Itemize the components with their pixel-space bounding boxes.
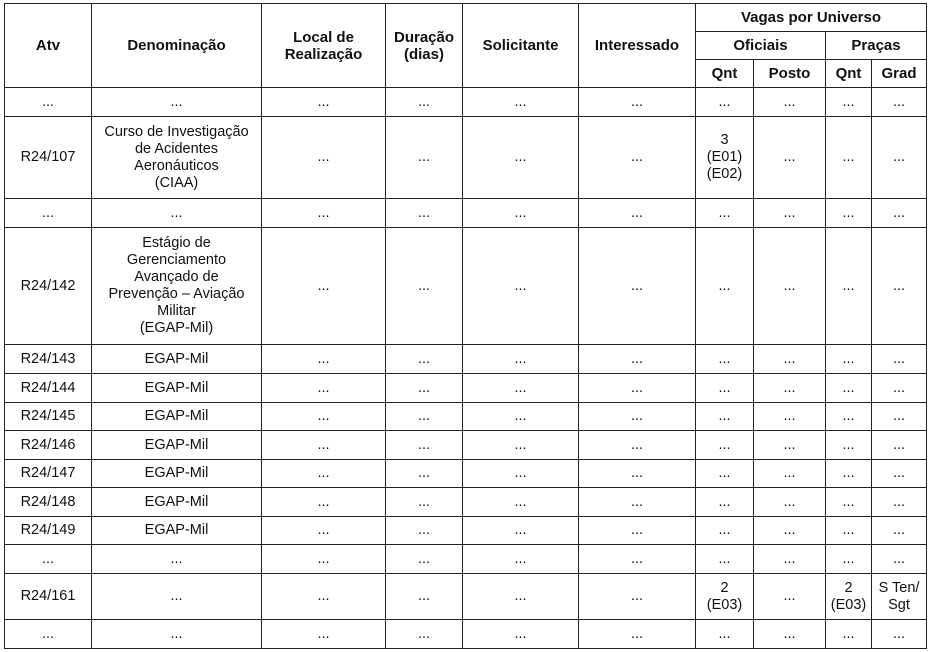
cell-pracas-grad: ... xyxy=(872,345,927,374)
cell-oficiais-posto: ... xyxy=(754,431,826,460)
cell-atv: R24/107 xyxy=(5,117,92,199)
cell-oficiais-qnt: 2 (E03) xyxy=(696,574,754,620)
table-row xyxy=(5,228,927,345)
cell-atv: ... xyxy=(5,199,92,228)
cell-oficiais-qnt: ... xyxy=(696,228,754,345)
cell-pracas-qnt: ... xyxy=(826,345,872,374)
cell-local: ... xyxy=(262,228,386,345)
cell-solicitante: ... xyxy=(463,403,579,431)
cell-interessado: ... xyxy=(579,517,696,545)
cell-solicitante: ... xyxy=(463,374,579,403)
cell-denominacao: EGAP-Mil xyxy=(92,374,262,403)
table-row xyxy=(5,545,927,574)
cell-pracas-qnt: ... xyxy=(826,228,872,345)
cell-interessado: ... xyxy=(579,431,696,460)
cell-atv: R24/145 xyxy=(5,403,92,431)
table-row xyxy=(5,345,927,374)
cell-local: ... xyxy=(262,517,386,545)
cell-oficiais-posto: ... xyxy=(754,574,826,620)
cell-duracao: ... xyxy=(386,345,463,374)
table-row xyxy=(5,574,927,620)
cell-solicitante: ... xyxy=(463,620,579,649)
cell-solicitante: ... xyxy=(463,228,579,345)
cell-pracas-qnt: ... xyxy=(826,117,872,199)
cell-pracas-qnt: ... xyxy=(826,517,872,545)
cell-oficiais-posto: ... xyxy=(754,517,826,545)
cell-denominacao: EGAP-Mil xyxy=(92,431,262,460)
cell-local: ... xyxy=(262,460,386,488)
cell-duracao: ... xyxy=(386,460,463,488)
table-row xyxy=(5,460,927,488)
cell-oficiais-qnt: ... xyxy=(696,460,754,488)
cell-pracas-grad: ... xyxy=(872,403,927,431)
cell-duracao: ... xyxy=(386,88,463,117)
cell-oficiais-qnt: ... xyxy=(696,403,754,431)
table-row xyxy=(5,517,927,545)
cell-duracao: ... xyxy=(386,488,463,517)
cell-local: ... xyxy=(262,403,386,431)
cell-oficiais-qnt: ... xyxy=(696,488,754,517)
cell-interessado: ... xyxy=(579,117,696,199)
activities-table xyxy=(4,3,927,649)
cell-pracas-grad: S Ten/ Sgt xyxy=(872,574,927,620)
cell-oficiais-posto: ... xyxy=(754,620,826,649)
header-oficiais-posto: Posto xyxy=(754,60,826,88)
cell-interessado: ... xyxy=(579,620,696,649)
cell-pracas-qnt: ... xyxy=(826,403,872,431)
header-interessado: Interessado xyxy=(579,4,696,88)
header-solicitante: Solicitante xyxy=(463,4,579,88)
cell-interessado: ... xyxy=(579,488,696,517)
cell-pracas-grad: ... xyxy=(872,545,927,574)
cell-local: ... xyxy=(262,345,386,374)
cell-pracas-grad: ... xyxy=(872,620,927,649)
cell-atv: R24/147 xyxy=(5,460,92,488)
cell-denominacao: ... xyxy=(92,199,262,228)
cell-duracao: ... xyxy=(386,574,463,620)
cell-interessado: ... xyxy=(579,88,696,117)
cell-atv: R24/149 xyxy=(5,517,92,545)
cell-pracas-grad: ... xyxy=(872,228,927,345)
header-pracas: Praças xyxy=(826,32,927,60)
cell-oficiais-posto: ... xyxy=(754,345,826,374)
cell-atv: R24/146 xyxy=(5,431,92,460)
cell-duracao: ... xyxy=(386,374,463,403)
cell-oficiais-qnt: ... xyxy=(696,199,754,228)
cell-local: ... xyxy=(262,199,386,228)
cell-solicitante: ... xyxy=(463,460,579,488)
cell-interessado: ... xyxy=(579,574,696,620)
header-oficiais-qnt: Qnt xyxy=(696,60,754,88)
cell-pracas-qnt: ... xyxy=(826,374,872,403)
cell-pracas-grad: ... xyxy=(872,199,927,228)
cell-denominacao: EGAP-Mil xyxy=(92,403,262,431)
cell-atv: R24/148 xyxy=(5,488,92,517)
header-pracas-qnt: Qnt xyxy=(826,60,872,88)
cell-duracao: ... xyxy=(386,117,463,199)
table-row xyxy=(5,374,927,403)
cell-local: ... xyxy=(262,374,386,403)
cell-interessado: ... xyxy=(579,199,696,228)
cell-solicitante: ... xyxy=(463,517,579,545)
cell-pracas-grad: ... xyxy=(872,431,927,460)
table-row xyxy=(5,431,927,460)
cell-interessado: ... xyxy=(579,460,696,488)
cell-pracas-grad: ... xyxy=(872,460,927,488)
cell-solicitante: ... xyxy=(463,345,579,374)
cell-oficiais-posto: ... xyxy=(754,403,826,431)
cell-interessado: ... xyxy=(579,403,696,431)
cell-solicitante: ... xyxy=(463,545,579,574)
cell-duracao: ... xyxy=(386,403,463,431)
cell-pracas-grad: ... xyxy=(872,488,927,517)
cell-solicitante: ... xyxy=(463,431,579,460)
cell-duracao: ... xyxy=(386,545,463,574)
cell-atv: ... xyxy=(5,620,92,649)
cell-duracao: ... xyxy=(386,199,463,228)
table-header xyxy=(5,4,927,88)
table-row xyxy=(5,488,927,517)
header-local: Local de Realização xyxy=(262,4,386,88)
cell-pracas-qnt: ... xyxy=(826,460,872,488)
cell-pracas-qnt: ... xyxy=(826,88,872,117)
cell-interessado: ... xyxy=(579,345,696,374)
cell-oficiais-qnt: ... xyxy=(696,345,754,374)
cell-interessado: ... xyxy=(579,545,696,574)
cell-denominacao: ... xyxy=(92,620,262,649)
cell-oficiais-qnt: ... xyxy=(696,517,754,545)
cell-pracas-qnt: ... xyxy=(826,620,872,649)
cell-pracas-qnt: 2 (E03) xyxy=(826,574,872,620)
header-denominacao: Denominação xyxy=(92,4,262,88)
cell-local: ... xyxy=(262,620,386,649)
cell-denominacao: ... xyxy=(92,574,262,620)
table-row xyxy=(5,88,927,117)
table-body xyxy=(5,88,927,649)
cell-denominacao: Estágio de Gerenciamento Avançado de Prevenção – Aviação Militar (EGAP-Mil) xyxy=(92,228,262,345)
header-atv: Atv xyxy=(5,4,92,88)
cell-denominacao: ... xyxy=(92,545,262,574)
cell-pracas-qnt: ... xyxy=(826,545,872,574)
header-oficiais: Oficiais xyxy=(696,32,826,60)
cell-oficiais-qnt: ... xyxy=(696,620,754,649)
cell-atv: ... xyxy=(5,88,92,117)
table-row xyxy=(5,117,927,199)
cell-local: ... xyxy=(262,574,386,620)
cell-atv: ... xyxy=(5,545,92,574)
cell-oficiais-qnt: ... xyxy=(696,88,754,117)
cell-duracao: ... xyxy=(386,431,463,460)
cell-denominacao: EGAP-Mil xyxy=(92,517,262,545)
cell-pracas-grad: ... xyxy=(872,117,927,199)
cell-local: ... xyxy=(262,488,386,517)
cell-local: ... xyxy=(262,431,386,460)
cell-denominacao: EGAP-Mil xyxy=(92,488,262,517)
cell-local: ... xyxy=(262,545,386,574)
header-vagas: Vagas por Universo xyxy=(696,4,927,32)
table-row xyxy=(5,403,927,431)
header-duracao: Duração (dias) xyxy=(386,4,463,88)
cell-interessado: ... xyxy=(579,374,696,403)
cell-solicitante: ... xyxy=(463,488,579,517)
cell-oficiais-posto: ... xyxy=(754,88,826,117)
cell-atv: R24/142 xyxy=(5,228,92,345)
cell-denominacao: ... xyxy=(92,88,262,117)
cell-pracas-qnt: ... xyxy=(826,199,872,228)
cell-solicitante: ... xyxy=(463,88,579,117)
cell-oficiais-qnt: ... xyxy=(696,545,754,574)
cell-atv: R24/144 xyxy=(5,374,92,403)
cell-solicitante: ... xyxy=(463,199,579,228)
cell-oficiais-posto: ... xyxy=(754,460,826,488)
cell-duracao: ... xyxy=(386,517,463,545)
cell-interessado: ... xyxy=(579,228,696,345)
cell-oficiais-qnt: 3 (E01) (E02) xyxy=(696,117,754,199)
cell-oficiais-posto: ... xyxy=(754,488,826,517)
table-row xyxy=(5,620,927,649)
header-pracas-grad: Grad xyxy=(872,60,927,88)
cell-pracas-grad: ... xyxy=(872,517,927,545)
cell-duracao: ... xyxy=(386,620,463,649)
cell-pracas-qnt: ... xyxy=(826,488,872,517)
cell-oficiais-qnt: ... xyxy=(696,431,754,460)
cell-denominacao: Curso de Investigação de Acidentes Aeronáuticos (CIAA) xyxy=(92,117,262,199)
cell-oficiais-posto: ... xyxy=(754,374,826,403)
cell-denominacao: EGAP-Mil xyxy=(92,460,262,488)
cell-solicitante: ... xyxy=(463,117,579,199)
cell-local: ... xyxy=(262,117,386,199)
cell-pracas-grad: ... xyxy=(872,88,927,117)
cell-solicitante: ... xyxy=(463,574,579,620)
cell-oficiais-posto: ... xyxy=(754,117,826,199)
cell-pracas-grad: ... xyxy=(872,374,927,403)
table-row xyxy=(5,199,927,228)
cell-duracao: ... xyxy=(386,228,463,345)
cell-pracas-qnt: ... xyxy=(826,431,872,460)
cell-local: ... xyxy=(262,88,386,117)
cell-oficiais-posto: ... xyxy=(754,199,826,228)
cell-oficiais-qnt: ... xyxy=(696,374,754,403)
cell-atv: R24/161 xyxy=(5,574,92,620)
cell-oficiais-posto: ... xyxy=(754,545,826,574)
cell-atv: R24/143 xyxy=(5,345,92,374)
cell-denominacao: EGAP-Mil xyxy=(92,345,262,374)
cell-oficiais-posto: ... xyxy=(754,228,826,345)
